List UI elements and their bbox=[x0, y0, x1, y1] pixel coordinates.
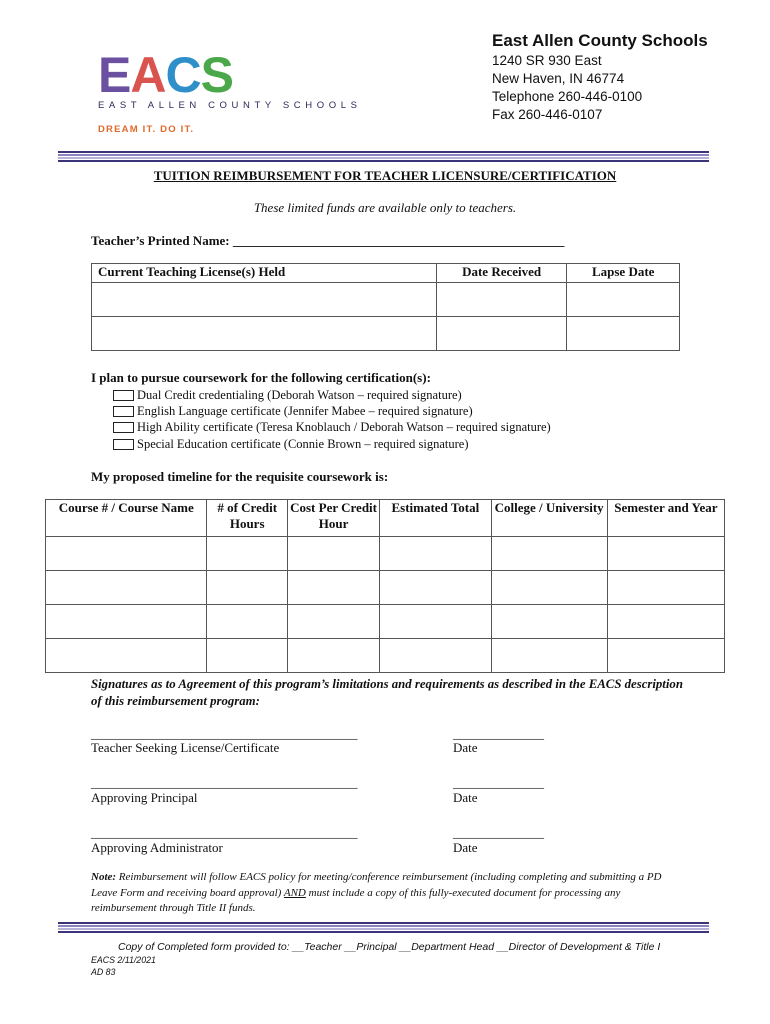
cell[interactable] bbox=[380, 639, 491, 673]
address-line-3: Telephone 260-446-0100 bbox=[492, 89, 643, 104]
cell[interactable] bbox=[207, 571, 287, 605]
semester-header: Semester and Year bbox=[607, 500, 724, 537]
logo-subtitle: EAST ALLEN COUNTY SCHOOLS bbox=[98, 100, 362, 111]
revision-date: EACS 2/11/2021 bbox=[91, 955, 156, 965]
date-line[interactable]: ______________ bbox=[453, 825, 544, 840]
cell[interactable] bbox=[46, 639, 207, 673]
license-header: Current Teaching License(s) Held bbox=[92, 264, 437, 283]
certification-option bbox=[113, 437, 468, 452]
teacher-printed-name-field[interactable]: Teacher’s Printed Name: ___________________________________________________ bbox=[91, 233, 565, 248]
eacs-logo: EACS bbox=[98, 47, 233, 103]
lapse-date-cell[interactable] bbox=[567, 283, 680, 317]
table-row bbox=[92, 283, 680, 317]
cost-per-hour-header: Cost Per Credit Hour bbox=[287, 500, 379, 537]
cell[interactable] bbox=[607, 639, 724, 673]
certification-option bbox=[113, 388, 462, 403]
note-and: AND bbox=[283, 886, 306, 899]
certification-option bbox=[113, 420, 551, 435]
date-line[interactable]: ______________ bbox=[453, 775, 544, 790]
logo-tagline: DREAM IT. DO IT. bbox=[98, 124, 195, 135]
timeline-label: My proposed timeline for the requisite coursework is: bbox=[91, 469, 389, 484]
checkbox[interactable] bbox=[113, 439, 134, 450]
option-label: English Language certificate (Jennifer Mabee – required signature) bbox=[137, 404, 473, 418]
note-text-2: must include a copy of this fully-executed document for processing any reimbursement through Title II funds. bbox=[91, 886, 621, 914]
note-bold: Note: bbox=[91, 871, 117, 883]
address-line-2: New Haven, IN 46774 bbox=[492, 71, 625, 86]
date-received-header: Date Received bbox=[436, 264, 567, 283]
form-number: AD 83 bbox=[91, 967, 116, 977]
lapse-date-cell[interactable] bbox=[567, 317, 680, 351]
table-row bbox=[92, 317, 680, 351]
option-label: Special Education certificate (Connie Brown – required signature) bbox=[137, 437, 469, 451]
signature-agreement-note: Signatures as to Agreement of this program’s limitations and requirements as described in the EACS description of this reimbursement program: bbox=[91, 677, 683, 708]
cell[interactable] bbox=[287, 639, 379, 673]
college-header: College / University bbox=[491, 500, 607, 537]
org-name: East Allen County Schools bbox=[492, 31, 708, 50]
address-line-4: Fax 260-446-0107 bbox=[492, 107, 603, 122]
course-header: Course # / Course Name bbox=[46, 500, 207, 537]
signature-line[interactable]: _________________________________________ bbox=[91, 825, 358, 840]
copy-provided-to: Copy of Completed form provided to: __Teacher __Principal __Department Head __Director of Development & Title I bbox=[118, 941, 661, 953]
cell[interactable] bbox=[287, 605, 379, 639]
certification-label: I plan to pursue coursework for the following certification(s): bbox=[91, 370, 431, 385]
lapse-date-header: Lapse Date bbox=[567, 264, 680, 283]
table-row bbox=[46, 605, 725, 639]
timeline-table bbox=[45, 499, 725, 673]
license-cell[interactable] bbox=[92, 317, 437, 351]
date-received-cell[interactable] bbox=[436, 283, 567, 317]
date-label: Date bbox=[453, 740, 478, 755]
header-divider-band bbox=[58, 151, 709, 163]
cell[interactable] bbox=[46, 571, 207, 605]
table-row bbox=[46, 639, 725, 673]
date-label: Date bbox=[453, 840, 478, 855]
signature-label: Teacher Seeking License/Certificate bbox=[91, 740, 280, 755]
cell[interactable] bbox=[491, 537, 607, 571]
table-row bbox=[46, 537, 725, 571]
checkbox[interactable] bbox=[113, 390, 134, 401]
cell[interactable] bbox=[491, 571, 607, 605]
footer-note bbox=[91, 870, 681, 917]
checkbox[interactable] bbox=[113, 406, 134, 417]
signature-line[interactable]: _________________________________________ bbox=[91, 726, 358, 741]
cell[interactable] bbox=[207, 537, 287, 571]
footer-divider-band bbox=[58, 922, 709, 934]
document-subtitle: These limited funds are available only to teachers. bbox=[253, 200, 517, 215]
cell[interactable] bbox=[46, 537, 207, 571]
credit-hours-header: # of Credit Hours bbox=[207, 500, 287, 537]
cell[interactable] bbox=[380, 605, 491, 639]
option-label: Dual Credit credentialing (Deborah Watson – required signature) bbox=[137, 388, 462, 402]
date-line[interactable]: ______________ bbox=[453, 726, 544, 741]
document-title: TUITION REIMBURSEMENT FOR TEACHER LICENSURE/CERTIFICATION bbox=[153, 168, 617, 183]
cell[interactable] bbox=[380, 537, 491, 571]
license-table bbox=[91, 263, 680, 351]
table-row bbox=[46, 571, 725, 605]
estimated-total-header: Estimated Total bbox=[380, 500, 491, 537]
cell[interactable] bbox=[607, 605, 724, 639]
cell[interactable] bbox=[607, 571, 724, 605]
cell[interactable] bbox=[207, 605, 287, 639]
note-text-1: Reimbursement will follow EACS policy for meeting/conference reimbursement (including completing and submitting a PD Leave Form and receiving board approval) bbox=[91, 871, 662, 899]
cell[interactable] bbox=[491, 639, 607, 673]
cell[interactable] bbox=[491, 605, 607, 639]
cell[interactable] bbox=[287, 537, 379, 571]
date-label: Date bbox=[453, 790, 478, 805]
date-received-cell[interactable] bbox=[436, 317, 567, 351]
option-label: High Ability certificate (Teresa Knoblauch / Deborah Watson – required signature) bbox=[137, 420, 551, 434]
cell[interactable] bbox=[607, 537, 724, 571]
checkbox[interactable] bbox=[113, 422, 134, 433]
signature-label: Approving Administrator bbox=[91, 840, 223, 855]
address-line-1: 1240 SR 930 East bbox=[492, 53, 602, 68]
cell[interactable] bbox=[287, 571, 379, 605]
cell[interactable] bbox=[380, 571, 491, 605]
signature-label: Approving Principal bbox=[91, 790, 198, 805]
certification-option bbox=[113, 404, 473, 419]
signature-line[interactable]: _________________________________________ bbox=[91, 775, 358, 790]
cell[interactable] bbox=[46, 605, 207, 639]
license-cell[interactable] bbox=[92, 283, 437, 317]
cell[interactable] bbox=[207, 639, 287, 673]
